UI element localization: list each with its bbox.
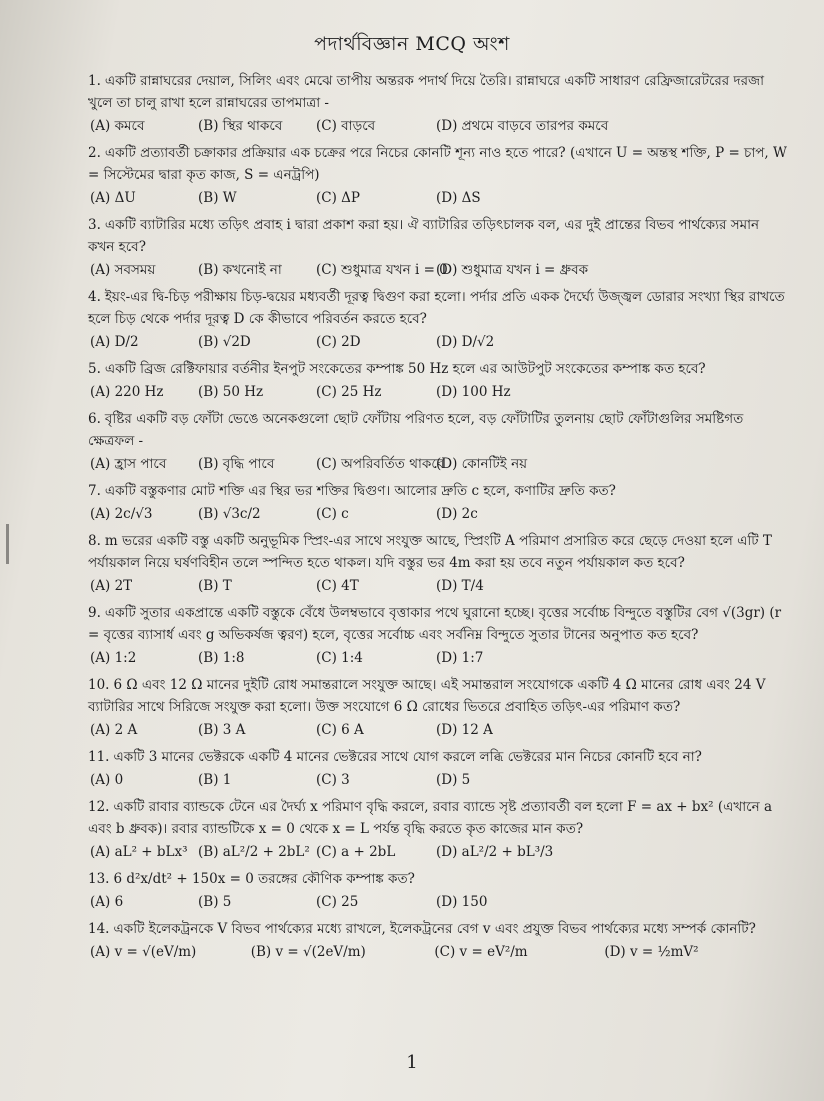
option-c: (C) v = eV²/m (434, 944, 528, 960)
option-d: (D) 2c (436, 506, 478, 522)
question-8 (88, 530, 788, 598)
option-d: (D) কোনটিই নয় (436, 456, 528, 472)
question-text: একটি প্রত্যাবর্তী চক্রাকার প্রক্রিয়ার এক চক্রের পরে নিচের কোনটি শূন্য নাও হতে পারে? (এখানে U = অন্তস্থ শক্তি, P = চাপ, W = সিস্টেমের দ্বারা কৃত কাজ, S = এনট্রপি) (88, 145, 787, 183)
question-14 (88, 918, 788, 964)
option-d: (D) T/4 (436, 578, 484, 594)
option-a: (A) সবসময় (90, 262, 156, 278)
question-5 (88, 358, 788, 404)
question-text: 6 Ω এবং 12 Ω মানের দুইটি রোধ সমান্তরালে সংযুক্ত আছে। এই সমান্তরাল সংযোগকে একটি 4 Ω মানের রোধ এবং 24 V ব্যাটারির সাথে সিরিজে সংযুক্ত করা হলো। উক্ত সংযোগে 6 Ω রোধের ভিতরে প্রবাহিত তড়িৎ-এর পরিমাণ কত? (88, 677, 766, 715)
question-6 (88, 408, 788, 476)
option-c: (C) ΔP (316, 190, 360, 206)
option-a: (A) 220 Hz (90, 384, 164, 400)
option-c: (C) বাড়বে (316, 118, 376, 134)
option-b: (B) W (198, 190, 237, 206)
option-row (88, 718, 788, 742)
option-row (88, 380, 788, 404)
option-b: (B) 50 Hz (198, 384, 264, 400)
option-b: (B) কখনোই না (198, 262, 282, 278)
question-number: 4. (88, 289, 101, 305)
option-b: (B) 1:8 (198, 650, 245, 666)
question-stem (88, 746, 788, 768)
page-title: পদার্থবিজ্ঞান MCQ অংশ (314, 33, 510, 55)
question-text: 6 d²x/dt² + 150x = 0 তরঙ্গের কৌণিক কম্পাঙ্ক কত? (113, 871, 415, 887)
option-d: (D) aL²/2 + bL³/3 (436, 844, 554, 860)
option-a: (A) 6 (90, 894, 124, 910)
option-a: (A) D/2 (90, 334, 139, 350)
option-a: (A) 2 A (90, 722, 138, 738)
option-a: (A) হ্রাস পাবে (90, 456, 167, 472)
option-row (88, 330, 788, 354)
question-stem (88, 868, 788, 890)
question-text: একটি রাবার ব্যান্ডকে টেনে এর দৈর্ঘ্য x পরিমাণ বৃদ্ধি করলে, রবার ব্যান্ডে সৃষ্ট প্রত্যাবর্তী বল হলো F = ax + bx² (এখানে a এবং b ধ্রুবক)। রবার ব্যান্ডটিকে x = 0 থেকে x = L পর্যন্ত বৃদ্ধি করতে কৃত কাজের মান কত? (88, 799, 772, 837)
question-list (88, 70, 788, 968)
option-c: (C) 4T (316, 578, 359, 594)
option-d: (D) 5 (436, 772, 471, 788)
option-b: (B) স্থির থাকবে (198, 118, 283, 134)
option-b: (B) aL²/2 + 2bL² (198, 844, 310, 860)
option-a: (A) 1:2 (90, 650, 137, 666)
option-c: (C) c (316, 506, 349, 522)
option-a: (A) aL² + bLx³ (90, 844, 188, 860)
question-number: 2. (88, 145, 101, 161)
option-d: (D) 1:7 (436, 650, 484, 666)
option-c: (C) a + 2bL (316, 844, 396, 860)
question-text: একটি ইলেকট্রনকে V বিভব পার্থক্যের মধ্যে রাখলে, ইলেকট্রনের বেগ v এবং প্রযুক্ত বিভব পার্থক্যের মধ্যে সম্পর্ক কোনটি? (113, 921, 756, 937)
option-a: (A) 0 (90, 772, 124, 788)
question-number: 7. (88, 483, 101, 499)
option-row (88, 768, 788, 792)
question-text: ইয়ং-এর দ্বি-চিড় পরীক্ষায় চিড়-দ্বয়ের মধ্যবর্তী দূরত্ব দ্বিগুণ করা হলো। পর্দার প্রতি একক দৈর্ঘ্যে উজ্জ্বল ডোরার সংখ্যা স্থির রাখতে হলে চিড় থেকে পর্দার দূরত্ব D কে কীভাবে পরিবর্তন করতে হবে? (88, 289, 785, 327)
question-stem (88, 358, 788, 380)
option-d: (D) শুধুমাত্র যখন i = ধ্রুবক (436, 262, 589, 278)
option-b: (B) T (198, 578, 232, 594)
option-c: (C) অপরিবর্তিত থাকবে (316, 456, 445, 472)
question-12 (88, 796, 788, 864)
option-row (88, 840, 788, 864)
question-1 (88, 70, 788, 138)
question-13 (88, 868, 788, 914)
option-c: (C) 2D (316, 334, 361, 350)
option-d: (D) 150 (436, 894, 488, 910)
option-c: (C) 1:4 (316, 650, 363, 666)
question-text: বৃষ্টির একটি বড় ফোঁটা ভেঙে অনেকগুলো ছোট ফোঁটায় পরিণত হলে, বড় ফোঁটাটির তুলনায় ছোট ফোঁটাগুলির সমষ্টিগত ক্ষেত্রফল - (88, 411, 744, 449)
question-text: একটি 3 মানের ভেক্টরকে একটি 4 মানের ভেক্টরের সাথে যোগ করলে লব্ধি ভেক্টরের মান নিচের কোনটি হবে না? (113, 749, 702, 765)
option-d: (D) v = ½mV² (604, 944, 699, 960)
option-b: (B) √2D (198, 334, 251, 350)
option-b: (B) 5 (198, 894, 232, 910)
option-d: (D) ΔS (436, 190, 481, 206)
option-row (88, 574, 788, 598)
option-row (88, 186, 788, 210)
question-text: একটি ব্যাটারির মধ্যে তড়িৎ প্রবাহ i দ্বারা প্রকাশ করা হয়। ঐ ব্যাটারির তড়িৎচালক বল, এর দুই প্রান্তের বিভব পার্থক্যের সমান কখন হবে? (88, 217, 760, 255)
question-stem (88, 796, 788, 840)
question-number: 10. (88, 677, 110, 693)
question-3 (88, 214, 788, 282)
question-number: 13. (88, 871, 110, 887)
question-number: 9. (88, 605, 101, 621)
question-number: 6. (88, 411, 101, 427)
option-c: (C) শুধুমাত্র যখন i = 0 (316, 262, 448, 278)
option-d: (D) 12 A (436, 722, 493, 738)
question-text: m ভরের একটি বস্তু একটি অনুভূমিক স্প্রিং-এর সাথে সংযুক্ত আছে, স্প্রিংটি A পরিমাণ প্রসারিত করে ছেড়ে দেওয়া হলে এটি T পর্যায়কাল নিয়ে ঘর্ষণবিহীন তলে স্পন্দিত হতে থাকল। যদি বস্তুর ভর 4m করা হয় তবে নতুন পর্যায়কাল কত হবে? (88, 533, 772, 571)
question-text: একটি রান্নাঘরের দেয়াল, সিলিং এবং মেঝে তাপীয় অন্তরক পদার্থ দিয়ে তৈরি। রান্নাঘরে একটি সাধারণ রেফ্রিজারেটরের দরজা খুলে তা চালু রাখা হলে রান্নাঘরের তাপমাত্রা - (88, 73, 765, 111)
option-b: (B) v = √(2eV/m) (250, 944, 366, 960)
question-number: 5. (88, 361, 101, 377)
question-7 (88, 480, 788, 526)
option-b: (B) 1 (198, 772, 232, 788)
question-stem (88, 602, 788, 646)
question-number: 14. (88, 921, 110, 937)
option-row (88, 940, 788, 964)
option-row (88, 502, 788, 526)
question-number: 3. (88, 217, 101, 233)
question-9 (88, 602, 788, 670)
question-stem (88, 408, 788, 452)
option-d: (D) D/√2 (436, 334, 495, 350)
option-b: (B) √3c/2 (198, 506, 261, 522)
option-d: (D) প্রথমে বাড়বে তারপর কমবে (436, 118, 609, 134)
question-stem (88, 674, 788, 718)
option-row (88, 890, 788, 914)
option-c: (C) 25 Hz (316, 384, 382, 400)
option-a: (A) v = √(eV/m) (90, 944, 197, 960)
option-row (88, 452, 788, 476)
question-text: একটি ব্রিজ রেক্টিফায়ার বর্তনীর ইনপুট সংকেতের কম্পাঙ্ক 50 Hz হলে এর আউটপুট সংকেতের কম্পাঙ্ক কত হবে? (104, 361, 706, 377)
question-stem (88, 480, 788, 502)
question-stem (88, 918, 788, 940)
question-stem (88, 530, 788, 574)
option-a: (A) 2T (90, 578, 133, 594)
option-a: (A) 2c/√3 (90, 506, 153, 522)
question-number: 1. (88, 73, 101, 89)
page-number: 1 (406, 1052, 418, 1073)
option-c: (C) 6 A (316, 722, 364, 738)
question-10 (88, 674, 788, 742)
question-stem (88, 142, 788, 186)
question-stem (88, 214, 788, 258)
question-11 (88, 746, 788, 792)
option-b: (B) 3 A (198, 722, 246, 738)
question-stem (88, 70, 788, 114)
question-number: 11. (88, 749, 110, 765)
binding-mark (6, 524, 9, 564)
option-c: (C) 25 (316, 894, 359, 910)
option-row (88, 258, 788, 282)
option-row (88, 114, 788, 138)
option-a: (A) ΔU (90, 190, 136, 206)
option-a: (A) কমবে (90, 118, 145, 134)
question-number: 12. (88, 799, 110, 815)
question-text: একটি সুতার একপ্রান্তে একটি বস্তুকে বেঁধে উলম্বভাবে বৃত্তাকার পথে ঘুরানো হচ্ছে। বৃত্তের সর্বোচ্চ বিন্দুতে বস্তুটির বেগ √(3gr) (r = বৃত্তের ব্যাসার্ধ এবং g অভিকর্ষজ ত্বরণ) হলে, বৃত্তের সর্বোচ্চ এবং সর্বনিম্ন বিন্দুতে সুতার টানের অনুপাত কত হবে? (88, 605, 782, 643)
question-number: 8. (88, 533, 101, 549)
option-c: (C) 3 (316, 772, 350, 788)
option-b: (B) বৃদ্ধি পাবে (198, 456, 275, 472)
question-stem (88, 286, 788, 330)
question-2 (88, 142, 788, 210)
option-d: (D) 100 Hz (436, 384, 511, 400)
option-row (88, 646, 788, 670)
question-4 (88, 286, 788, 354)
question-text: একটি বস্তুকণার মোট শক্তি এর স্থির ভর শক্তির দ্বিগুণ। আলোর দ্রুতি c হলে, কণাটির দ্রুতি কত? (104, 483, 616, 499)
